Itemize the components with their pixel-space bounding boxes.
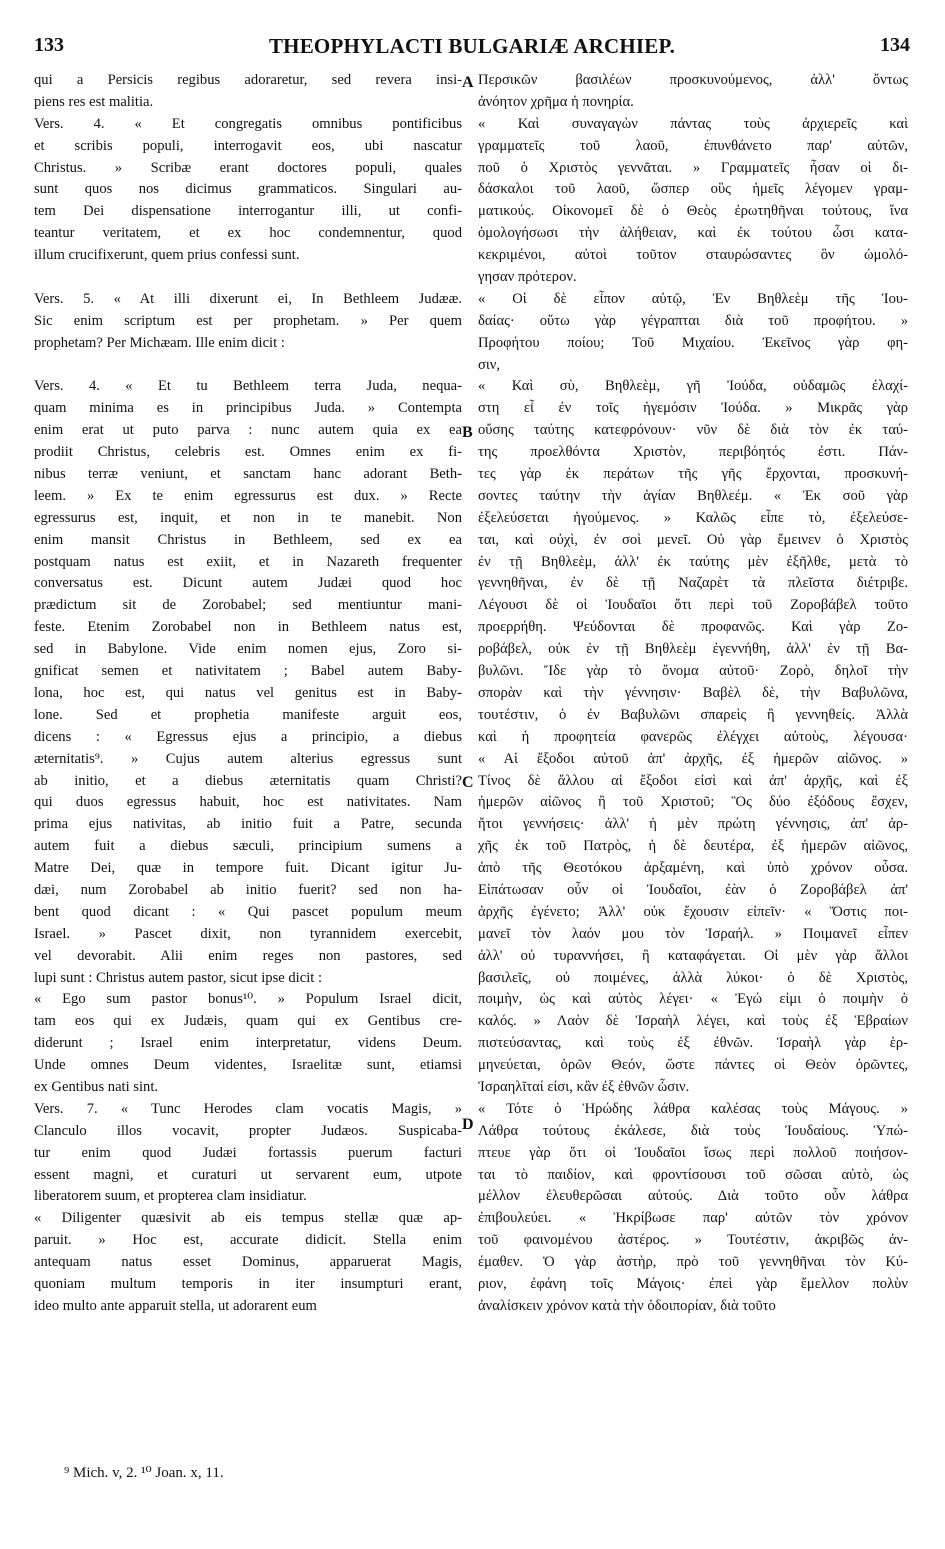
greek-text-line: προερρήθη. Ψεύδονται δὲ προφανῶς. Καὶ γὰρ Ζο-: [478, 619, 908, 636]
greek-text-line: τοῦ φαινομένου ἀστέρος. » Τουτέστιν, ἀκριβῶς ἀν-: [478, 1232, 908, 1249]
greek-text-line: Ἰσραηλῖταί εἰσι, κἂν ἐξ ἐθνῶν ὦσιν.: [478, 1078, 690, 1095]
latin-text-line: prædictum sit de Zorobabel; sed mentiuntur mani-: [34, 597, 462, 614]
greek-text-line: δαίας· οὕτω γὰρ γέγραπται διὰ τοῦ προφήτου. »: [478, 312, 908, 329]
latin-text-line: illum crucifixerunt, quem prius confessi sunt.: [34, 247, 300, 264]
latin-text-line: lona, hoc est, qui natus vel genitus est in Baby-: [34, 684, 462, 701]
greek-text-line: οὔσης ταύτης κατεφρόνουν· νῦν δὲ διὰ τὸν ἐκ ταύ-: [478, 422, 908, 439]
latin-text-line: essent magni, et curaturi ut servarent eum, utpote: [34, 1166, 462, 1183]
latin-text-line: Unde omnes Deum videntes, Israelitæ sunt, etiamsi: [34, 1057, 462, 1074]
latin-text-line: qui duos egressus habuit, hoc est nativitates. Nam: [34, 794, 462, 811]
greek-text-line: Εἰπάτωσαν οὖν οἱ Ἰουδαῖοι, ἐὰν ὁ Ζοροβάβελ ἀπ': [478, 881, 908, 898]
page-number-right: 134: [880, 34, 910, 56]
page-header: [34, 28, 910, 64]
latin-text-line: ab initio, et a diebus æternitatis quam Christi?: [34, 772, 462, 789]
greek-text-line: κεκριμένοι, αὐτοὶ τοῦτον σταυρώσαντες ὃν ὡμολό-: [478, 247, 908, 264]
greek-text-line: τες γὰρ ἐκ περάτων τῆς γῆς ἔρχονται, προσκυνή-: [478, 466, 908, 483]
latin-text-line: enim erat ut puto parva : nunc autem quia ex ea: [34, 422, 462, 439]
greek-text-line: Λέγουσι δὲ οἱ Ἰουδαῖοι ὅτι περὶ τοῦ Ζοροβάβελ τοῦτο: [478, 597, 908, 614]
greek-text-line: στη εἶ ἐν τοῖς ἡγεμόσιν Ἰούδα. » Μικρᾶς γὰρ: [478, 400, 908, 417]
latin-text-line: autem fuit a diebus sæculi, principium sumens a: [34, 838, 462, 855]
greek-text-line: μηνεύεται, ὁρῶν Θεόν, ὥστε πάντες οἱ Θεὸν ὁρῶντες,: [478, 1057, 908, 1074]
latin-text-line: lupi sunt : Christus autem pastor, sicut ipse dicit :: [34, 969, 323, 986]
running-title: THEOPHYLACTI BULGARIÆ ARCHIEP.: [268, 34, 676, 58]
latin-text-line: postquam natus est exiit, et in Nazareth frequenter: [34, 553, 462, 570]
greek-text-line: « Οἱ δὲ εἶπον αὐτῷ, Ἐν Βηθλεὲμ τῆς Ἰου-: [478, 290, 908, 307]
greek-text-line: έμαθεν. Ὁ γὰρ ἀστὴρ, πρὸ τοῦ γεννηθῆναι τὸν Κύ-: [478, 1254, 908, 1271]
latin-text-line: tur enim quod Judæi fortassis puerum facturi: [34, 1144, 462, 1161]
greek-text-line: ἡμερῶν αἰῶνος ἢ τοῦ Χριστοῦ; Ὃς δύο ἐξόδους ἔσχεν,: [478, 794, 908, 811]
greek-text-line: « Καὶ σὺ, Βηθλεὲμ, γῆ Ἰούδα, οὐδαμῶς ἐλαχί-: [478, 378, 908, 395]
page-number-left: 133: [34, 34, 64, 56]
greek-text-line: σοντες ταύτην τὴν ἁγίαν Βηθλεέμ. « Ἐκ σοῦ γὰρ: [478, 487, 908, 504]
greek-text-line: τουτέστιν, ὁ ἐν Βαβυλῶνι σπαρεὶς ἢ γεννηθείς. Ἀλλὰ: [478, 706, 908, 723]
latin-text-line: Vers. 5. « At illi dixerunt ei, In Bethleem Judææ.: [34, 290, 462, 307]
latin-text-line: Vers. 7. « Tunc Herodes clam vocatis Magis, »: [34, 1100, 462, 1117]
greek-text-line: ἐπιβουλεύει. « Ἠκρίβωσε παρ' αὐτῶν τὸν χρόνον: [478, 1210, 908, 1227]
greek-text-line: ἀνόητον χρῆμα ἡ πονηρία.: [478, 93, 634, 110]
latin-text-line: æternitatis⁹. » Cujus autem alterius egressus sunt: [34, 750, 462, 767]
greek-text-line: ποιμὴν, ὡς καὶ αὐτὸς λέγει· « Ἐγώ εἰμι ὁ ποιμὴν ὁ: [478, 991, 908, 1008]
latin-text-line: Christus. » Scribæ erant doctores populi, quales: [34, 159, 462, 176]
greek-text-line: Περσικῶν βασιλέων προσκυνούμενος, ἀλλ' ὄντως: [478, 72, 908, 88]
greek-text-line: ἐξελεύσεται ἡγούμενος. » Καλῶς εἶπε τὸ, ἐξελεύσε-: [478, 509, 908, 526]
greek-text-line: « Καὶ συναγαγὼν πάντας τοὺς ἀρχιερεῖς καὶ: [478, 115, 908, 132]
greek-text-line: ἀρχῆς ἐγένετο; Ἀλλ' οὐκ ἔχουσιν εἰπεῖν· « Ὅστις ποι-: [478, 903, 908, 920]
greek-text-line: πιστεύσαντας, καὶ τοὺς ἐξ ἐθνῶν. Ἰσραὴλ γὰρ ἑρ-: [478, 1035, 908, 1052]
latin-text-line: ideo multo ante apparuit stella, ut adorarent eum: [34, 1297, 317, 1314]
greek-text-line: ροβάβελ, οὐκ ἐν τῇ Βηθλεὲμ ἐγεννήθη, ἀλλ' ἐν τῇ Βα-: [478, 641, 908, 658]
greek-text-line: ἤτοι γεννήσεις· ἀλλ' ἡ μὲν πρώτη γέννησις, ἀπ' ἀρ-: [478, 816, 908, 833]
latin-text-line: feste. Etenim Zorobabel non in Bethleem natus est,: [34, 619, 462, 636]
latin-text-line: tem Dei dispensatione interrogantur illi, ut confi-: [34, 203, 462, 220]
greek-text-line: καὶ ἡ προφητεία φανερῶς ἐλέγχει αὐτοὺς, λέγουσα·: [478, 728, 908, 745]
latin-text-line: « Ego sum pastor bonus¹⁰. » Populum Israel dicit,: [34, 991, 462, 1008]
greek-text-line: χῆς ἐκ τοῦ Πατρὸς, ἡ δὲ δευτέρα, ἐξ ἡμερῶν αἰῶνος,: [478, 838, 908, 855]
greek-text-line: Τίνος δὲ ἄλλου αἱ ἔξοδοι εἰσὶ καὶ ἀπ' ἀρχῆς, καὶ ἐξ: [478, 772, 908, 789]
latin-text-line: tam eos qui ex Judæis, quam qui ex Gentibus cre-: [34, 1013, 462, 1030]
greek-text-line: ται, καὶ οὐχὶ, ἐν σοὶ μενεῖ. Οὐ γὰρ ἔμεινεν ὁ Χριστὸς: [478, 531, 908, 548]
latin-text-line: Matre Dei, quæ in tempore fuit. Dicant igitur Ju-: [34, 860, 462, 877]
latin-text-line: Israel. » Pascet dixit, non tyrannidem exercebit,: [34, 925, 462, 942]
footnotes: ⁹ Mich. v, 2. ¹⁰ Joan. x, 11.: [64, 1465, 224, 1481]
greek-text-line: μανεῖ τὸν λαόν μου τὸν Ἰσραήλ. » Ποιμανεῖ εἶπεν: [478, 925, 908, 942]
margin-letter-d: D: [462, 1116, 474, 1133]
latin-text-line: quam minima es in principibus Juda. » Contempta: [34, 400, 462, 417]
latin-text-line: Sic enim scriptum est per prophetam. » Per quem: [34, 312, 462, 329]
greek-text-line: γησαν πρότερον.: [478, 269, 577, 286]
latin-text-line: piens res est malitia.: [34, 93, 154, 110]
greek-text-line: γεννηθῆναι, ἐν δὲ τῇ Ναζαρὲτ τὰ πλεῖστα διέτριβε.: [478, 575, 908, 592]
greek-text-line: σπορὰν καὶ τὴν γέννησιν· Βαβὲλ δὲ, τὴν Βαβυλῶνα,: [478, 684, 908, 701]
greek-text-line: βασιλεῖς, οὐ ποιμένες, ἀλλὰ λύκοι· ὁ δὲ Χριστὸς,: [478, 969, 908, 986]
latin-text-line: qui a Persicis regibus adoraretur, sed revera insi-: [34, 72, 462, 88]
latin-text-line: « Diligenter quæsivit ab eis tempus stellæ quæ ap-: [34, 1210, 462, 1227]
latin-text-line: Vers. 4. « Et congregatis omnibus pontificibus: [34, 115, 462, 132]
latin-text-line: bent quod dicant : « Qui pascet populum meum: [34, 903, 462, 920]
greek-text-line: ἀναλίσκειν χρόνον κατὰ τὴν ὁδοιπορίαν, διὰ τοῦτο: [478, 1297, 776, 1314]
greek-text-line: πτευε γὰρ ὅτι οἱ Ἰουδαῖοι ἴσως περὶ πολλοῦ ποιήσον-: [478, 1144, 908, 1161]
greek-text-line: καλός. » Λαὸν δὲ Ἰσραὴλ λέγει, καὶ τοὺς ἐξ Ἑβραίων: [478, 1013, 908, 1030]
latin-text-line: liberatorem suum, et propterea clam insidiatur.: [34, 1188, 307, 1205]
greek-text-line: ματικούς. Οἰκονομεῖ δὲ ὁ Θεὸς ἐρωτηθῆναι τούτους, ἵνα: [478, 203, 908, 220]
latin-text-line: sed in Babylone. Vide enim nomen ejus, Zoro si-: [34, 641, 462, 658]
greek-text-line: ποῦ ὁ Χριστὸς γεννᾶται. » Γραμματεῖς ἦσαν οἱ δι-: [478, 159, 908, 176]
latin-text-line: diderunt ; Israel enim interpretatur, videns Deum.: [34, 1035, 462, 1052]
latin-text-line: prodiit Christus, celebris est. Omnes enim ex fi-: [34, 444, 462, 461]
latin-text-line: ex Gentibus nati sint.: [34, 1078, 159, 1095]
latin-text-line: nibus terræ veniunt, et sanctam hanc adorant Beth-: [34, 466, 462, 483]
margin-letter-b: B: [462, 424, 473, 441]
margin-letter-c: C: [462, 774, 474, 791]
latin-text-line: lone. Sed et prophetia manifeste arguit eos,: [34, 706, 462, 723]
latin-text-line: paruit. » Hoc est, accurate didicit. Stella enim: [34, 1232, 462, 1249]
latin-text-line: conversatus est. Dicunt autem Judæi quod hoc: [34, 575, 462, 592]
latin-text-line: enim mansit Christus in Bethleem, sed ex ea: [34, 531, 462, 548]
greek-text-line: ριον, ἐφάνη τοῖς Μάγοις· ἐπεὶ γὰρ ἔμελλον πολὺν: [478, 1275, 908, 1292]
latin-text-line: Clanculo illos vocavit, propter Judæos. Suspicaba-: [34, 1122, 462, 1139]
latin-spacer: [34, 267, 462, 289]
greek-text-line: βυλῶνι. Ἴδε γὰρ τὸ ὄνομα αὐτοῦ· Ζορὸ, δηλοῖ τὴν: [478, 663, 908, 680]
latin-text-line: dicens : « Egressus ejus a principio, a diebus: [34, 728, 462, 745]
latin-text-line: egressurus est, inquit, et non in te manebit. Non: [34, 509, 462, 526]
greek-text-line: ἐν τῇ Βηθλεὲμ, ἀλλ' ἐκ ταύτης μὲν ἐξῆλθε, μετὰ τὸ: [478, 553, 908, 570]
latin-text-line: leem. » Ex te enim egressurus est dux. » Recte: [34, 487, 462, 504]
latin-text-line: et scribis populi, interrogavit eos, ubi nascatur: [34, 137, 462, 154]
latin-text-line: quoniam multum temporis in iter insumpturi erant,: [34, 1275, 462, 1292]
greek-column: [478, 70, 908, 1318]
latin-text-line: antequam natus esset Dominus, apparuerat Magis,: [34, 1254, 462, 1271]
greek-text-line: της προελθόντα Χριστὸν, περιβόητός ἐστι. Πάν-: [478, 444, 908, 461]
greek-text-line: Λάθρα τούτους ἐκάλεσε, διὰ τοὺς Ἰουδαίους. Ὑπώ-: [478, 1122, 908, 1139]
latin-text-line: prophetam? Per Michæam. Ille enim dicit :: [34, 334, 285, 351]
greek-text-line: ται τὸ παιδίον, καὶ φροντίσουσι τοῦ σῶσαι αὐτὸ, ὡς: [478, 1166, 908, 1183]
latin-text-line: prima ejus nativitas, ab initio fuit a Patre, secunda: [34, 816, 462, 833]
margin-letter-a: A: [462, 74, 474, 91]
latin-text-line: vel devorabit. Alii enim reges non pastores, sed: [34, 947, 462, 964]
latin-text-line: Vers. 4. « Et tu Bethleem terra Juda, nequa-: [34, 378, 462, 395]
greek-text-line: μέλλον ἐλευθερῶσαι αὐτούς. Διὰ τοῦτο οὖν λάθρα: [478, 1188, 908, 1205]
latin-text-line: teantur veritatem, et ex hoc condemnentur, quod: [34, 225, 462, 242]
latin-text-line: sunt quos nos dicimus grammaticos. Singulari au-: [34, 181, 462, 198]
greek-text-line: δάσκαλοι τοῦ λαοῦ, ὥσπερ οὓς ἡμεῖς λέγομεν γραμ-: [478, 181, 908, 198]
latin-text-line: gnificat semen et nativitatem ; Babel autem Baby-: [34, 663, 462, 680]
greek-text-line: σιν,: [478, 356, 501, 373]
greek-text-line: ἀπὸ τῆς Θεοτόκου ἀρξαμένη, καὶ ὑπὸ χρόνον οὖσα.: [478, 860, 908, 877]
greek-text-line: ἀλλ' οὐ τυραννήσει, ἢ καταφάγεται. Οἱ μὲν γὰρ ἄλλοι: [478, 947, 908, 964]
latin-spacer: [34, 355, 462, 377]
greek-text-line: Προφήτου ποίου; Τοῦ Μιχαίου. Ἐκεῖνος γὰρ φη-: [478, 334, 908, 351]
greek-text-line: ὁμολογήσωσι τὴν ἀλήθειαν, καὶ ἐκ τούτου ὦσι κατα-: [478, 225, 908, 242]
latin-text-line: dæi, num Zorobabel ab initio fuerit? sed non ha-: [34, 881, 462, 898]
greek-text-line: « Τότε ὁ Ἡρώδης λάθρα καλέσας τοὺς Μάγους. »: [478, 1100, 908, 1117]
greek-text-line: γραμματεῖς τοῦ λαοῦ, ἐπυνθάνετο παρ' αὐτῶν,: [478, 137, 908, 154]
latin-column: [34, 70, 462, 1318]
greek-text-line: « Αἱ ἔξοδοι αὐτοῦ ἀπ' ἀρχῆς, ἐξ ἡμερῶν αἰῶνος. »: [478, 750, 908, 767]
